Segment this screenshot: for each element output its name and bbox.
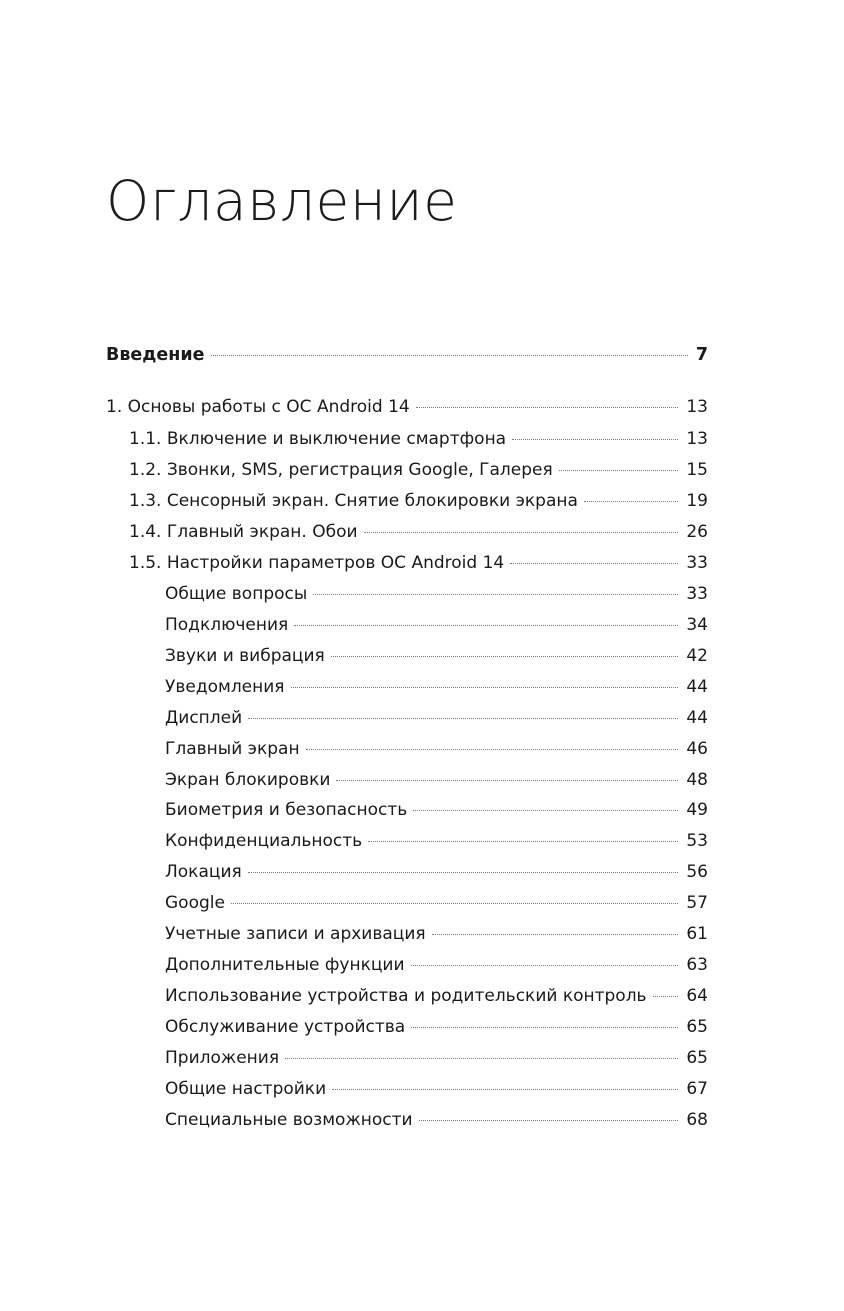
toc-entry-page: 44 bbox=[686, 677, 708, 697]
toc-subentry[interactable] bbox=[165, 1077, 708, 1101]
toc-entry-page: 61 bbox=[686, 924, 708, 944]
dot-leader bbox=[584, 501, 678, 502]
toc-entry-section-1-4[interactable] bbox=[129, 520, 708, 544]
toc-entry-label: 1.1. Включение и выключение смартфона bbox=[129, 429, 507, 449]
dot-leader bbox=[285, 1058, 678, 1059]
toc-entry-label: Конфиденциальность bbox=[165, 831, 363, 851]
toc-subentry[interactable] bbox=[165, 829, 708, 853]
toc-entry-label: Звуки и вибрация bbox=[165, 646, 325, 666]
toc-entry-chapter-1[interactable] bbox=[106, 395, 708, 419]
dot-leader bbox=[248, 872, 679, 873]
toc-entry-label: 1.4. Главный экран. Обои bbox=[129, 522, 358, 542]
toc-subentry[interactable] bbox=[165, 1015, 708, 1039]
toc-subentry[interactable] bbox=[165, 984, 708, 1008]
dot-leader bbox=[331, 656, 679, 657]
dot-leader bbox=[313, 594, 678, 595]
toc-entry-intro[interactable] bbox=[106, 343, 708, 367]
toc-entry-page: 65 bbox=[686, 1017, 708, 1037]
dot-leader bbox=[231, 903, 678, 904]
toc-entry-page: 53 bbox=[686, 831, 708, 851]
toc-subentry[interactable] bbox=[165, 613, 708, 637]
toc-subentry[interactable] bbox=[165, 1046, 708, 1070]
toc-entry-page: 33 bbox=[686, 584, 708, 604]
toc-entry-page: 15 bbox=[686, 460, 708, 480]
toc-entry-label: Google bbox=[165, 893, 225, 913]
dot-leader bbox=[332, 1089, 678, 1090]
dot-leader bbox=[411, 1027, 678, 1028]
toc-subentry[interactable] bbox=[165, 1108, 708, 1132]
dot-leader bbox=[291, 687, 679, 688]
toc-entry-label: 1.3. Сенсорный экран. Снятие блокировки экрана bbox=[129, 491, 578, 511]
toc-entry-label: Биометрия и безопасность bbox=[165, 800, 408, 820]
toc-subentry[interactable] bbox=[165, 798, 708, 822]
toc-subentry[interactable] bbox=[165, 737, 708, 761]
toc-entry-label: Уведомления bbox=[165, 677, 285, 697]
dot-leader bbox=[248, 718, 678, 719]
toc-subentry[interactable] bbox=[165, 675, 708, 699]
dot-leader bbox=[294, 625, 678, 626]
dot-leader bbox=[306, 749, 679, 750]
dot-leader bbox=[411, 965, 679, 966]
toc-entry-page: 67 bbox=[686, 1079, 708, 1099]
dot-leader bbox=[368, 841, 678, 842]
dot-leader bbox=[559, 470, 679, 471]
toc-entry-page: 19 bbox=[686, 491, 708, 511]
toc-entry-section-1-2[interactable] bbox=[129, 458, 708, 482]
dot-leader bbox=[413, 810, 678, 811]
toc-entry-label: 1.5. Настройки параметров ОС Android 14 bbox=[129, 553, 505, 573]
toc-entry-label: Специальные возможности bbox=[165, 1110, 413, 1130]
dot-leader bbox=[432, 934, 679, 935]
dot-leader bbox=[211, 355, 688, 356]
toc-entry-section-1-1[interactable] bbox=[129, 427, 708, 451]
toc-subentry[interactable] bbox=[165, 891, 708, 915]
toc-entry-page: 63 bbox=[686, 955, 708, 975]
toc-entry-page: 13 bbox=[686, 397, 708, 417]
page-title: Оглавление bbox=[106, 169, 458, 233]
toc-entry-page: 44 bbox=[686, 708, 708, 728]
dot-leader bbox=[419, 1120, 679, 1121]
dot-leader bbox=[510, 563, 678, 564]
toc-entry-label: 1. Основы работы с ОС Android 14 bbox=[106, 397, 410, 417]
toc-entry-label: Главный экран bbox=[165, 739, 300, 759]
toc-entry-label: Общие настройки bbox=[165, 1079, 327, 1099]
toc-entry-page: 13 bbox=[686, 429, 708, 449]
toc-entry-page: 49 bbox=[686, 800, 708, 820]
toc-entry-label: 1.2. Звонки, SMS, регистрация Google, Галерея bbox=[129, 460, 553, 480]
toc-entry-label: Экран блокировки bbox=[165, 770, 331, 790]
toc-entry-page: 34 bbox=[686, 615, 708, 635]
toc-entry-page: 48 bbox=[686, 770, 708, 790]
toc-entry-page: 64 bbox=[686, 986, 708, 1006]
dot-leader bbox=[416, 407, 679, 408]
dot-leader bbox=[512, 439, 678, 440]
toc-entry-section-1-5[interactable] bbox=[129, 551, 708, 575]
toc-entry-label: Дисплей bbox=[165, 708, 243, 728]
toc-subentry[interactable] bbox=[165, 644, 708, 668]
toc-subentry[interactable] bbox=[165, 768, 708, 792]
toc-subentry[interactable] bbox=[165, 582, 708, 606]
toc-entry-page: 42 bbox=[686, 646, 708, 666]
toc-entry-page: 57 bbox=[686, 893, 708, 913]
toc-entry-label: Учетные записи и архивация bbox=[165, 924, 426, 944]
toc-entry-page: 56 bbox=[686, 862, 708, 882]
toc-subentry[interactable] bbox=[165, 860, 708, 884]
toc-entry-label: Общие вопросы bbox=[165, 584, 308, 604]
toc-subentry[interactable] bbox=[165, 953, 708, 977]
toc-entry-label: Введение bbox=[106, 345, 205, 365]
toc-entry-page: 26 bbox=[686, 522, 708, 542]
toc-entry-page: 68 bbox=[686, 1110, 708, 1130]
toc-entry-page: 7 bbox=[695, 345, 708, 365]
toc-entry-label: Локация bbox=[165, 862, 242, 882]
dot-leader bbox=[336, 780, 678, 781]
dot-leader bbox=[364, 532, 679, 533]
toc-entry-page: 65 bbox=[686, 1048, 708, 1068]
toc-subentry[interactable] bbox=[165, 922, 708, 946]
toc-entry-label: Обслуживание устройства bbox=[165, 1017, 406, 1037]
toc-entry-page: 46 bbox=[686, 739, 708, 759]
toc-entry-section-1-3[interactable] bbox=[129, 489, 708, 513]
toc-subentry[interactable] bbox=[165, 706, 708, 730]
toc-entry-page: 33 bbox=[686, 553, 708, 573]
toc-entry-label: Использование устройства и родительский контроль bbox=[165, 986, 647, 1006]
toc-entry-label: Подключения bbox=[165, 615, 289, 635]
toc-entry-label: Дополнительные функции bbox=[165, 955, 405, 975]
toc-entry-label: Приложения bbox=[165, 1048, 280, 1068]
dot-leader bbox=[653, 996, 679, 997]
